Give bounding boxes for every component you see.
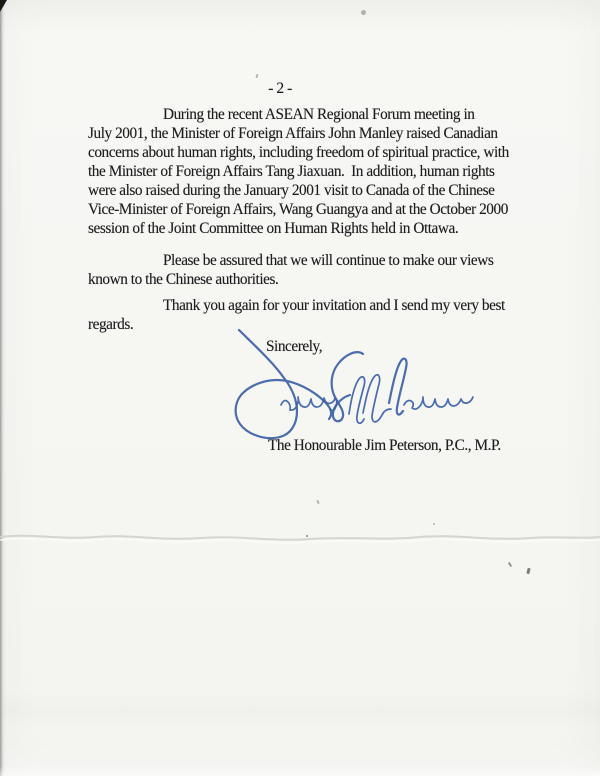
- letter-line: Vice-Minister of Foreign Affairs, Wang Guangya and at the October 2000: [88, 201, 508, 218]
- letter-line: concerns about human rights, including freedom of spiritual practice, with: [88, 144, 509, 161]
- paragraph: [88, 251, 509, 289]
- scan-speck: [306, 535, 308, 537]
- scan-speck: [433, 523, 435, 525]
- scan-corner-mark: [0, 0, 7, 12]
- closing-salutation: Sincerely,: [266, 338, 323, 355]
- paper-crease: [0, 536, 600, 543]
- scan-speck: [508, 562, 512, 567]
- letter-line: Please be assured that we will continue to make our views: [163, 252, 494, 269]
- signature-stroke: [404, 397, 473, 409]
- page-number: - 2 -: [268, 80, 292, 97]
- paper-tone-band: [0, 690, 600, 730]
- scan-speck: [361, 10, 366, 15]
- paragraph: [88, 296, 509, 334]
- letter-line: During the recent ASEAN Regional Forum meeting in: [163, 106, 475, 123]
- letter-body: [88, 105, 509, 334]
- signature-stroke: [332, 352, 363, 421]
- scan-speck: [255, 74, 258, 78]
- letter-line: were also raised during the January 2001 visit to Canada of the Chinese: [88, 182, 495, 199]
- signature-stroke: [389, 359, 407, 415]
- scan-bottom-edge: [0, 766, 600, 776]
- letter-line: regards.: [88, 316, 134, 333]
- letter-line: known to the Chinese authorities.: [88, 271, 279, 288]
- scan-speck: [316, 500, 320, 504]
- letter-line: the Minister of Foreign Affairs Tang Jiaxuan. In addition, human rights: [88, 163, 495, 180]
- signature-stroke: [349, 375, 391, 423]
- scan-left-edge-shadow: [0, 0, 5, 776]
- letter-line: Thank you again for your invitation and I send my very best: [163, 297, 505, 314]
- scan-speck: [526, 568, 530, 575]
- letter-line: session of the Joint Committee on Human Rights held in Ottawa.: [88, 220, 459, 237]
- paragraph: [88, 105, 509, 238]
- signer-name-line: The Honourable Jim Peterson, P.C., M.P.: [268, 437, 501, 454]
- letter-line: July 2001, the Minister of Foreign Affairs John Manley raised Canadian: [88, 125, 498, 142]
- signature-stroke: [281, 397, 337, 410]
